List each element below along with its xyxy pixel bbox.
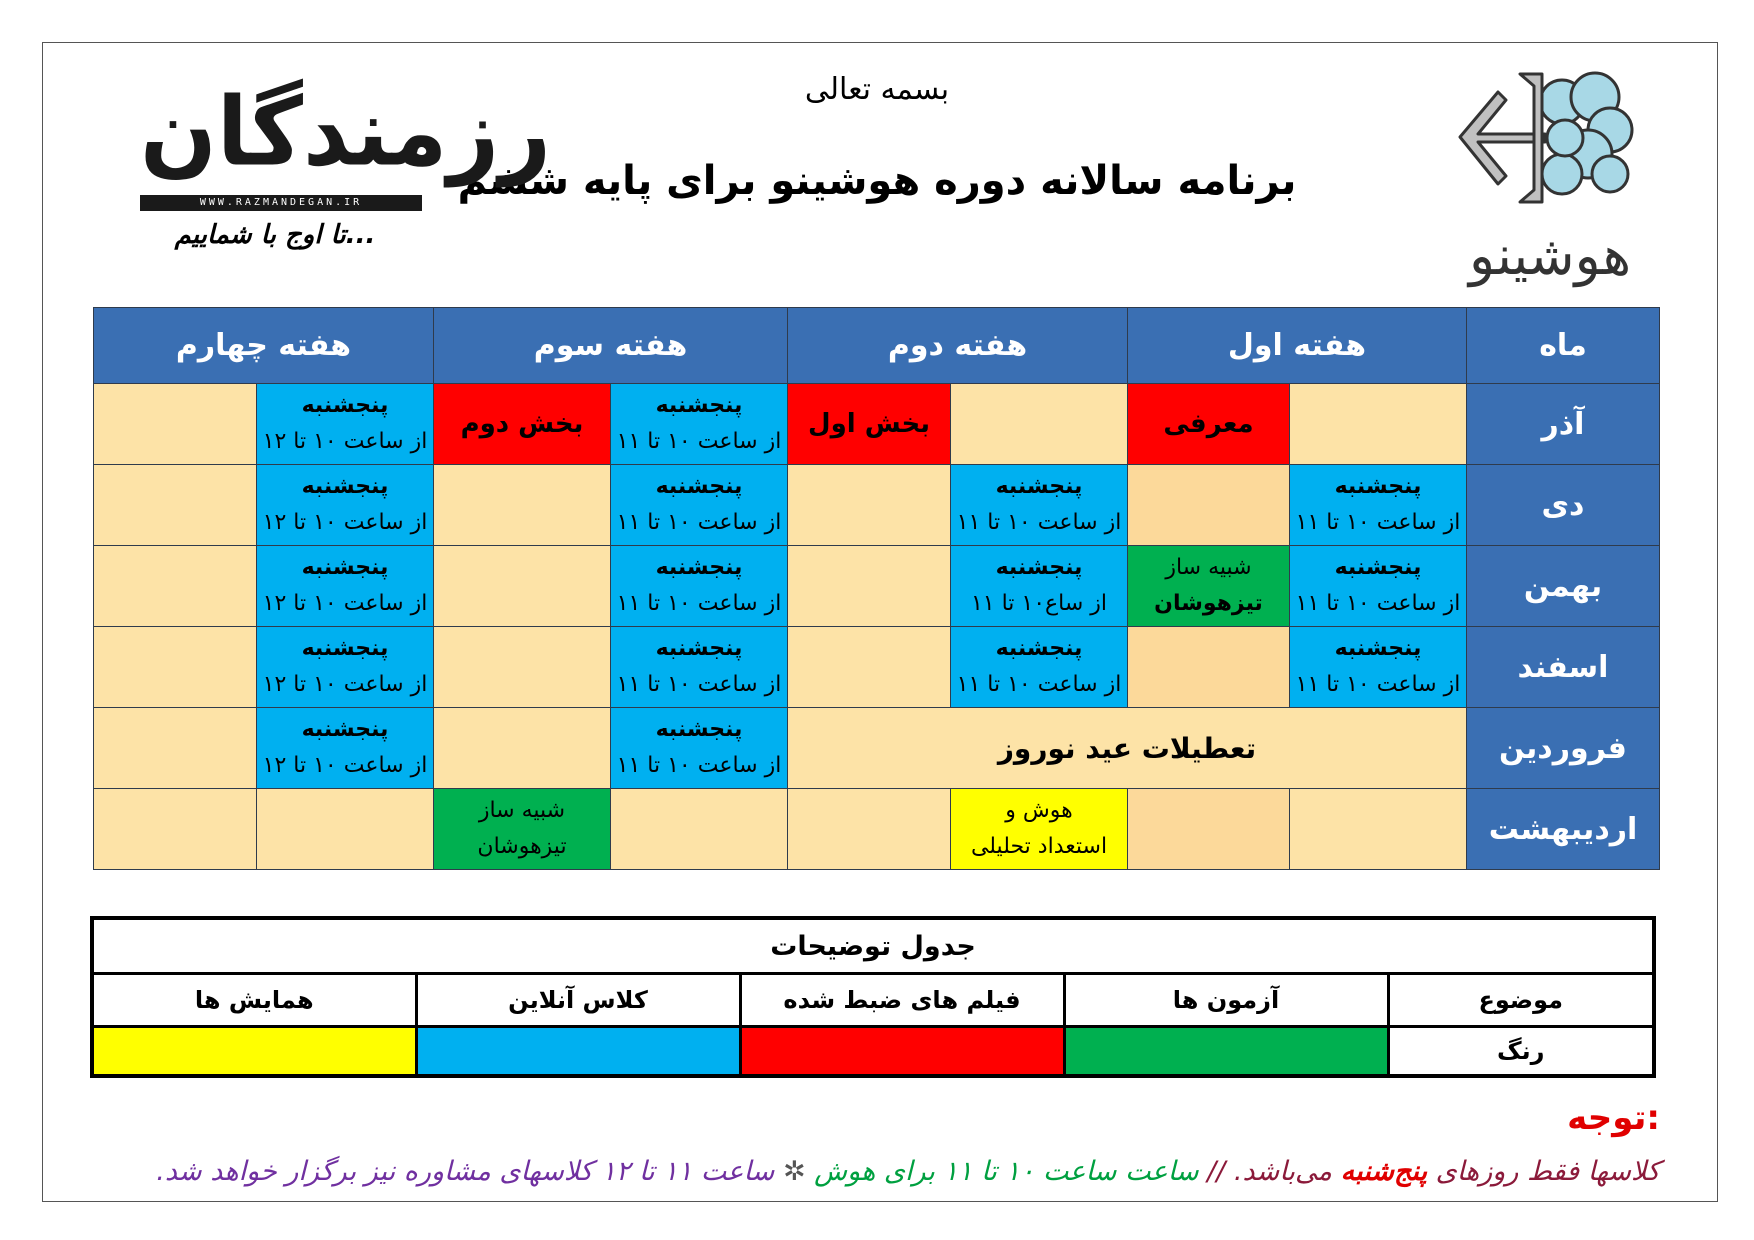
empty-cell (788, 627, 951, 708)
empty-cell (94, 627, 257, 708)
online-class-cell (611, 708, 788, 789)
hooshino-logo (1450, 62, 1650, 287)
legend-row-color: رنگ (1388, 1027, 1654, 1077)
razmandegan-logo (140, 77, 552, 268)
table-row (94, 708, 1660, 789)
month-label: اردیبهشت (1467, 789, 1660, 870)
empty-cell (1290, 384, 1467, 465)
header-week-2: هفته دوم (788, 308, 1128, 384)
legend-swatch-exam (1064, 1027, 1388, 1077)
table-row (94, 465, 1660, 546)
empty-cell (94, 789, 257, 870)
online-class-cell (951, 627, 1128, 708)
exam-line-1: شبیه ساز (1165, 555, 1252, 580)
note-part-1: کلاسها فقط روزهای (1427, 1156, 1660, 1187)
day-label: پنجشنبه (655, 636, 743, 661)
time-label: از ساعت ۱۰ تا ۱۱ (616, 591, 782, 616)
time-label: از ساعت ۱۰ تا ۱۱ (1295, 510, 1461, 535)
online-class-cell (1290, 627, 1467, 708)
table-row (94, 546, 1660, 627)
empty-cell (1128, 465, 1290, 546)
month-label: اسفند (1467, 627, 1660, 708)
time-label: از ساعت ۱۰ تا ۱۱ (616, 429, 782, 454)
note-part-6: ساعت ۱۱ تا ۱۲ کلاسهای مشاوره نیز برگزار خواهد شد. (156, 1156, 775, 1187)
online-class-cell (1290, 465, 1467, 546)
empty-cell (788, 789, 951, 870)
empty-cell (1128, 789, 1290, 870)
header-week-4: هفته چهارم (94, 308, 434, 384)
empty-cell (94, 465, 257, 546)
legend-swatch-online (416, 1027, 740, 1077)
table-header-row (94, 308, 1660, 384)
brand-slogan: تا اوج با شماییم... (174, 220, 376, 250)
time-label: از ساعت ۱۰ تا ۱۲ (262, 672, 428, 697)
note-part-5: ✲ (774, 1156, 815, 1187)
legend-label-online: کلاس آنلاین (416, 974, 740, 1027)
empty-cell (94, 708, 257, 789)
day-label: پنجشنبه (655, 393, 743, 418)
day-label: پنجشنبه (655, 717, 743, 742)
time-label: از ساعت ۱۰ تا ۱۱ (956, 510, 1122, 535)
brain-icon (1450, 62, 1650, 222)
time-label: از ساعت ۱۰ تا ۱۱ (616, 672, 782, 697)
online-class-cell (257, 708, 434, 789)
online-class-cell (611, 465, 788, 546)
time-label: از ساعت ۱۰ تا ۱۱ (616, 510, 782, 535)
note-part-4: ساعت ساعت ۱۰ تا ۱۱ برای هوش (814, 1156, 1199, 1187)
time-label: از ساعت ۱۰ تا ۱۱ (956, 672, 1122, 697)
time-label: از ساعت ۱۰ تا ۱۲ (262, 753, 428, 778)
day-label: پنجشنبه (301, 717, 389, 742)
time-label: از ساع۱۰ تا ۱۱ (970, 591, 1108, 616)
online-class-cell (1290, 546, 1467, 627)
day-label: پنجشنبه (301, 555, 389, 580)
bismillah: بسمه تعالی (804, 72, 950, 107)
exam-line-2: تیزهوشان (477, 834, 567, 859)
online-class-cell (611, 627, 788, 708)
online-class-cell (257, 384, 434, 465)
legend-table (90, 916, 1656, 1078)
empty-cell (1290, 789, 1467, 870)
day-label: پنجشنبه (995, 474, 1083, 499)
legend-title-row (92, 918, 1654, 974)
table-row (94, 384, 1660, 465)
note-part-2: پنج‌شنبه (1340, 1156, 1428, 1187)
online-class-cell (951, 546, 1128, 627)
month-label: فروردین (1467, 708, 1660, 789)
table-row (94, 789, 1660, 870)
empty-cell (434, 627, 611, 708)
online-class-cell (257, 627, 434, 708)
day-label: پنجشنبه (1334, 636, 1422, 661)
empty-cell (434, 546, 611, 627)
recorded-film-cell: معرفی (1128, 384, 1290, 465)
time-label: از ساعت ۱۰ تا ۱۱ (1295, 591, 1461, 616)
time-label: از ساعت ۱۰ تا ۱۲ (262, 591, 428, 616)
seminar-line-1: هوش و (1005, 798, 1073, 823)
day-label: پنجشنبه (301, 636, 389, 661)
note-part-3: می‌باشد. // (1198, 1156, 1341, 1187)
exam-cell (1128, 546, 1290, 627)
header-week-3: هفته سوم (434, 308, 788, 384)
holiday-cell: تعطیلات عید نوروز (788, 708, 1467, 789)
header-month: ماه (1467, 308, 1660, 384)
day-label: پنجشنبه (301, 393, 389, 418)
day-label: پنجشنبه (995, 555, 1083, 580)
online-class-cell (257, 465, 434, 546)
day-label: پنجشنبه (655, 555, 743, 580)
brand-name: رزمندگان (140, 77, 552, 188)
table-row (94, 627, 1660, 708)
seminar-line-2: استعداد تحلیلی (970, 834, 1108, 859)
recorded-film-cell: بخش اول (788, 384, 951, 465)
recorded-film-cell: بخش دوم (434, 384, 611, 465)
month-label: آذر (1467, 384, 1660, 465)
online-class-cell (611, 546, 788, 627)
empty-cell (434, 708, 611, 789)
exam-cell (434, 789, 611, 870)
legend-swatch-film (740, 1027, 1064, 1077)
empty-cell (434, 465, 611, 546)
time-label: از ساعت ۱۰ تا ۱۱ (1295, 672, 1461, 697)
empty-cell (257, 789, 434, 870)
legend-title: جدول توضیحات (92, 918, 1654, 974)
day-label: پنجشنبه (1334, 474, 1422, 499)
day-label: پنجشنبه (1334, 555, 1422, 580)
empty-cell (94, 384, 257, 465)
legend-label-exam: آزمون ها (1064, 974, 1388, 1027)
brand-word: هوشینو (1468, 224, 1632, 287)
empty-cell (1128, 627, 1290, 708)
exam-line-2: تیزهوشان (1154, 591, 1263, 616)
time-label: از ساعت ۱۰ تا ۱۲ (262, 429, 428, 454)
note-title: توجه: (1567, 1098, 1660, 1138)
exam-line-1: شبیه ساز (478, 798, 566, 823)
empty-cell (611, 789, 788, 870)
legend-color-row (92, 1027, 1654, 1077)
day-label: پنجشنبه (655, 474, 743, 499)
legend-label-film: فیلم های ضبط شده (740, 974, 1064, 1027)
online-class-cell (257, 546, 434, 627)
empty-cell (951, 384, 1128, 465)
time-label: از ساعت ۱۰ تا ۱۲ (262, 510, 428, 535)
page-title: برنامه سالانه دوره هوشینو برای پایه ششم (457, 158, 1297, 204)
time-label: از ساعت ۱۰ تا ۱۱ (616, 753, 782, 778)
month-label: بهمن (1467, 546, 1660, 627)
schedule-table (93, 307, 1660, 870)
empty-cell (788, 546, 951, 627)
legend-swatch-seminar (92, 1027, 416, 1077)
legend-label-row (92, 974, 1654, 1027)
brand-url: WWW.RAZMANDEGAN.IR (140, 195, 422, 211)
header-week-1: هفته اول (1128, 308, 1467, 384)
seminar-cell (951, 789, 1128, 870)
empty-cell (94, 546, 257, 627)
legend-row-subject: موضوع (1388, 974, 1654, 1027)
note-text (156, 1156, 1660, 1187)
empty-cell (788, 465, 951, 546)
day-label: پنجشنبه (301, 474, 389, 499)
legend-label-seminar: همایش ها (92, 974, 416, 1027)
online-class-cell (611, 384, 788, 465)
month-label: دی (1467, 465, 1660, 546)
day-label: پنجشنبه (995, 636, 1083, 661)
online-class-cell (951, 465, 1128, 546)
